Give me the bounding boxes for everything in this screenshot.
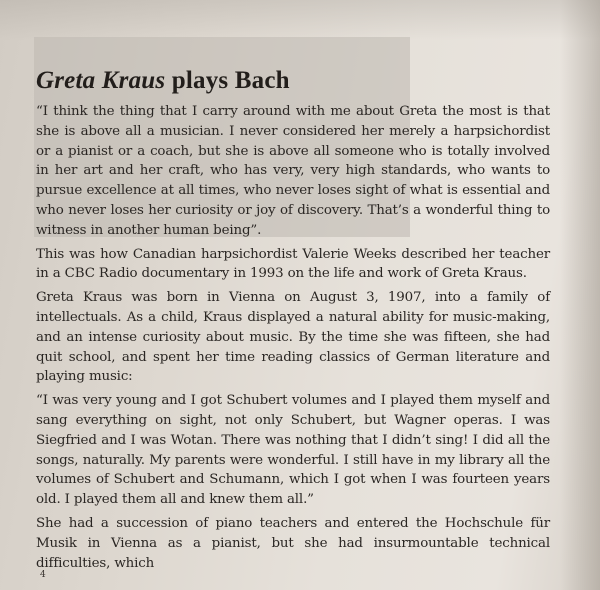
article-title [36,66,550,96]
article-body [36,66,550,577]
intro-paragraph: This was how Canadian harpsichordist Valerie Weeks described her teacher in a CBC Radio documentary in 1993 on the life and work of Greta Kraus. [36,246,550,282]
biography-paragraph: Greta Kraus was born in Vienna on August 3, 1907, into a family of intellectuals. As a child, Kraus displayed a natural ability for music-making, and an intense curiosity about music. By the time she was fifteen, she had quit school, and spent her time reading classics of German literature and playing music: [36,290,550,385]
quote-paragraph-kraus: “I was very young and I got Schubert volumes and I played them myself and sang everything on sight, not only Schubert, but Wagner operas. I was Siegfried and I was Wotan. There was nothing that I didn’t sing! I did all the songs, naturally. My parents were wonderful. I still have in my library all the volumes of Schubert and Schumann, which I got when I was fourteen years old. I played them all and knew them all.” [36,393,550,508]
page-shadow-top [0,0,600,40]
page-number: 4 [40,570,46,580]
title-first-name: Greta [36,67,96,94]
page-shadow-right [560,0,600,590]
title-rest: plays Bach [171,67,290,94]
title-last-name: Kraus [101,67,166,94]
quote-paragraph-weeks: “I think the thing that I carry around with me about Greta the most is that she is above all a musician. I never considered her merely a harpsichordist or a pianist or a coach, but she is above all someone who is totally involved in her art and her craft, who has very, very high standards, who wants to pursue excellence at all times, who never loses sight of what is essential and who never loses her curiosity or joy of discovery. That’s a wonderful thing to witness in another human being”. [36,104,550,238]
continuation-paragraph: She had a succession of piano teachers and entered the Hochschule für Musik in Vienna as a pianist, but she had insurmountable technical difficulties, which [36,515,550,571]
